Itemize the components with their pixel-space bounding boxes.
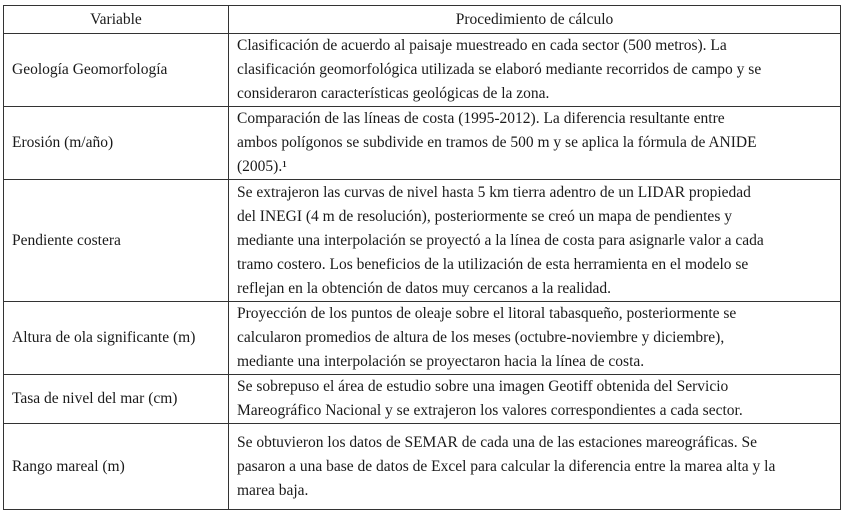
procedure-line: Comparación de las líneas de costa (1995-2012). La diferencia resultante entre bbox=[237, 110, 725, 127]
procedure-line: Se sobrepuso el área de estudio sobre una imagen Geotiff obtenida del Servicio bbox=[237, 378, 729, 395]
procedure-line: tramo costero. Los beneficios de la utilización de esta herramienta en el modelo se bbox=[237, 255, 749, 273]
table-row bbox=[4, 107, 841, 180]
procedure-line: mediante una interpolación se proyectaron hacia la línea de costa. bbox=[237, 353, 645, 370]
table-row bbox=[4, 34, 841, 107]
table-row bbox=[4, 375, 841, 424]
procedure-line: calcularon promedios de altura de los meses (octubre-noviembre y diciembre), bbox=[237, 329, 725, 346]
procedure-line: clasificación geomorfológica utilizada se elaboró mediante recorridos de campo y se bbox=[237, 61, 762, 78]
procedure-line: Mareográfico Nacional y se extrajeron los valores correspondientes a cada sector. bbox=[237, 402, 743, 419]
header-procedure: Procedimiento de cálculo bbox=[229, 6, 841, 34]
variable-cell: Altura de ola significante (m) bbox=[4, 302, 229, 375]
procedure-cell bbox=[229, 107, 841, 180]
procedure-cell bbox=[229, 34, 841, 107]
variable-cell: Erosión (m/año) bbox=[4, 107, 229, 180]
variable-cell: Rango mareal (m) bbox=[4, 424, 229, 510]
variable-cell: Geología Geomorfología bbox=[4, 34, 229, 107]
procedure-line: mediante una interpolación se proyectó a la línea de costa para asignarle valor a cada bbox=[237, 231, 764, 249]
procedure-cell bbox=[229, 180, 841, 302]
procedure-line: del INEGI (4 m de resolución), posteriormente se creó un mapa de pendientes y bbox=[237, 207, 732, 225]
procedure-line: pasaron a una base de datos de Excel para calcular la diferencia entre la marea alta y la bbox=[237, 457, 776, 475]
procedure-cell bbox=[229, 302, 841, 375]
header-row bbox=[4, 6, 841, 34]
table-row bbox=[4, 180, 841, 302]
procedure-line: reflejan en la obtención de datos muy cercanos a la realidad. bbox=[237, 279, 611, 297]
procedure-cell bbox=[229, 375, 841, 424]
variable-cell: Tasa de nivel del mar (cm) bbox=[4, 375, 229, 424]
table-row bbox=[4, 424, 841, 510]
procedure-line: ambos polígonos se subdivide en tramos de 500 m y se aplica la fórmula de ANIDE bbox=[237, 134, 757, 151]
procedure-line: Se extrajeron las curvas de nivel hasta 5 km tierra adentro de un LIDAR propiedad bbox=[237, 183, 751, 201]
variable-cell: Pendiente costera bbox=[4, 180, 229, 302]
procedure-line: Clasificación de acuerdo al paisaje muestreado en cada sector (500 metros). La bbox=[237, 37, 727, 54]
procedure-cell bbox=[229, 424, 841, 510]
table-row bbox=[4, 302, 841, 375]
procedure-line: Se obtuvieron los datos de SEMAR de cada una de las estaciones mareográficas. Se bbox=[237, 433, 757, 451]
variables-table bbox=[3, 5, 841, 510]
procedure-line: (2005).¹ bbox=[237, 158, 287, 175]
header-variable: Variable bbox=[4, 6, 229, 34]
procedure-line: Proyección de los puntos de oleaje sobre el litoral tabasqueño, posteriormente se bbox=[237, 305, 737, 322]
procedure-line: consideraron características geológicas de la zona. bbox=[237, 85, 550, 102]
procedure-line: marea baja. bbox=[237, 481, 309, 499]
